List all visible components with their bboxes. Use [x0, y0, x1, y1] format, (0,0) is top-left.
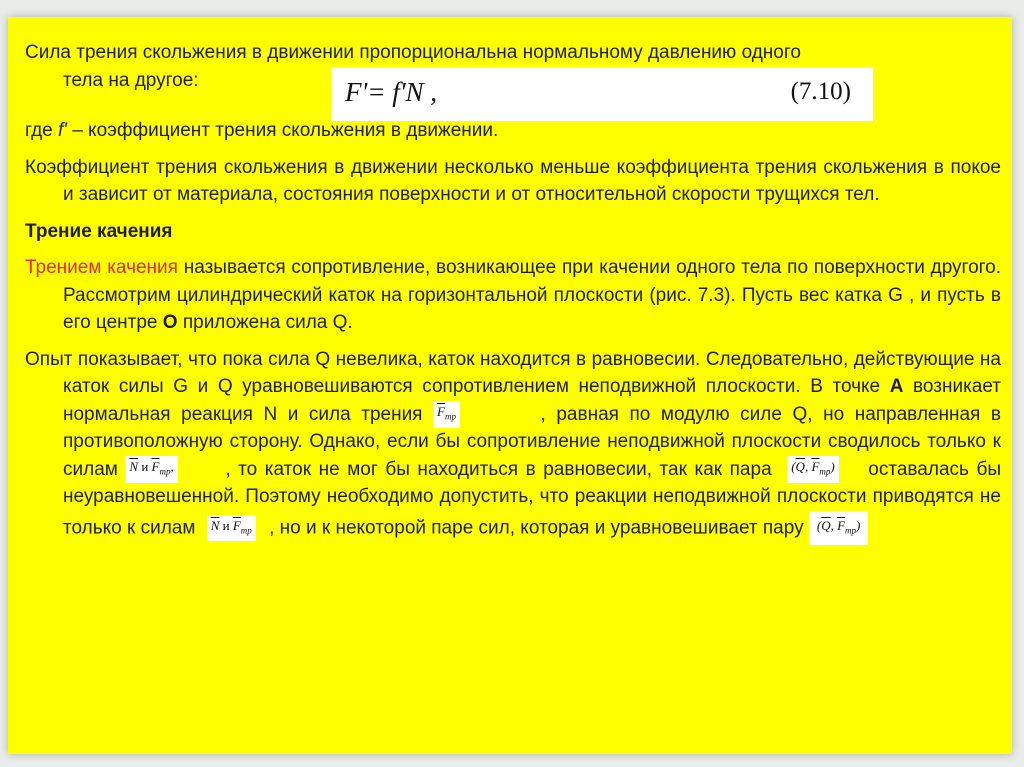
formula-pair-q-f-2 — [809, 511, 869, 546]
para5-t3: , равная по модулю силе Q, но направленная в противоположную сторону. Однако, если бы сопротивление неподвижной плоскости сводилось только к силам — [63, 403, 1001, 480]
symbol-f: $\overline{F}$ — [811, 459, 820, 475]
para5-t4: , то каток не мог бы находиться в равновесии, так как пара — [217, 458, 780, 480]
formula-friction-force — [433, 401, 460, 428]
symbol-f: $\overline{F}$ — [837, 517, 846, 533]
symbol-n: $\overline{N}$ — [129, 459, 139, 475]
heading-rolling-friction: Трение качения — [25, 220, 173, 242]
formula-pair-q-f — [787, 456, 839, 483]
paragraph-coefficient-comparison: Коэффициент трения скольжения в движении несколько меньше коэффициента трения скольжения в покое и зависит от материала, состояния поверхности и от относительной скорости трущихся тел. — [25, 156, 1001, 205]
para1-line2: тела на другое: — [63, 69, 199, 91]
paragraph-rolling-friction-definition — [25, 254, 1001, 337]
para4-text-b: приложена сила Q. — [177, 312, 353, 333]
subscript-tr: тр — [444, 411, 456, 422]
formula-number: (7.10) — [790, 78, 851, 105]
subscript-tr: тр — [159, 466, 171, 477]
para5-t2: возникает нормальная реакция N и сила трения — [63, 376, 1001, 425]
para5-t5: оставалась бы неуравновешенной. Поэтому необходимо допустить, что реакции неподвижной плоскости приводятся не только к силам — [63, 458, 1002, 538]
para2-rest: – коэффициент трения скольжения в движении. — [66, 120, 499, 141]
slide-text — [25, 39, 1001, 554]
symbol-n: $\overline{N}$ — [210, 517, 220, 533]
symbol-and: и — [219, 517, 233, 533]
para1-line1: Сила трения скольжения в движении пропорциональна нормальному давлению одного — [25, 42, 801, 63]
paragraph-experiment — [25, 346, 1001, 546]
point-o-label: О — [162, 312, 178, 333]
paren-close: ) — [830, 459, 835, 475]
term-rolling-friction: Трением качения — [25, 257, 178, 278]
slide — [8, 17, 1012, 754]
subscript-tr: тр — [819, 466, 831, 477]
paragraph-coefficient-definition — [25, 117, 1001, 145]
symbol-comma: , — [804, 459, 812, 475]
formula-expression: F'= f'N , — [345, 77, 438, 107]
symbol-comma: , — [830, 517, 838, 533]
symbol-f: $\overline{F}$ — [151, 459, 160, 475]
formula-n-and-f — [125, 456, 177, 483]
point-a-label: А — [889, 376, 904, 397]
para4-text-a: называется сопротивление, возникающее при качении одного тела по поверхности другого. Рассмотрим цилиндрический каток на горизонтальной плоскости (рис. 7.3). Пусть вес катка G , и пусть в его центре — [63, 257, 1001, 333]
symbol-f: $\overline{F}$ — [232, 517, 241, 533]
paren-open: ( — [791, 459, 796, 475]
paren-open: ( — [816, 517, 822, 533]
formula-n-and-f-2 — [207, 515, 256, 542]
para2-prefix: где — [25, 120, 59, 141]
symbol-q: $\overline{Q}$ — [795, 459, 805, 475]
para5-t6: , но и к некоторой паре сил, которая и уравновешивает пару — [263, 516, 809, 538]
symbol-q: $\overline{Q}$ — [821, 517, 831, 533]
paren-close: ) — [856, 517, 861, 533]
subscript-tr: тр — [845, 525, 857, 536]
coefficient-symbol: f' — [58, 120, 67, 141]
para5-t1: Опыт показывает, что пока сила Q невелика, каток находится в равновесии. Следовательно, действующие на каток силы G и Q уравновешиваются сопротивлением неподвижной плоскости. В точке — [25, 348, 1001, 397]
paragraph-sliding-friction — [25, 39, 1001, 94]
symbol-f: $\overline{F}$ — [437, 404, 445, 420]
symbol-comma: , — [170, 459, 174, 475]
subscript-tr: тр — [240, 525, 252, 536]
symbol-and: и — [138, 459, 152, 475]
